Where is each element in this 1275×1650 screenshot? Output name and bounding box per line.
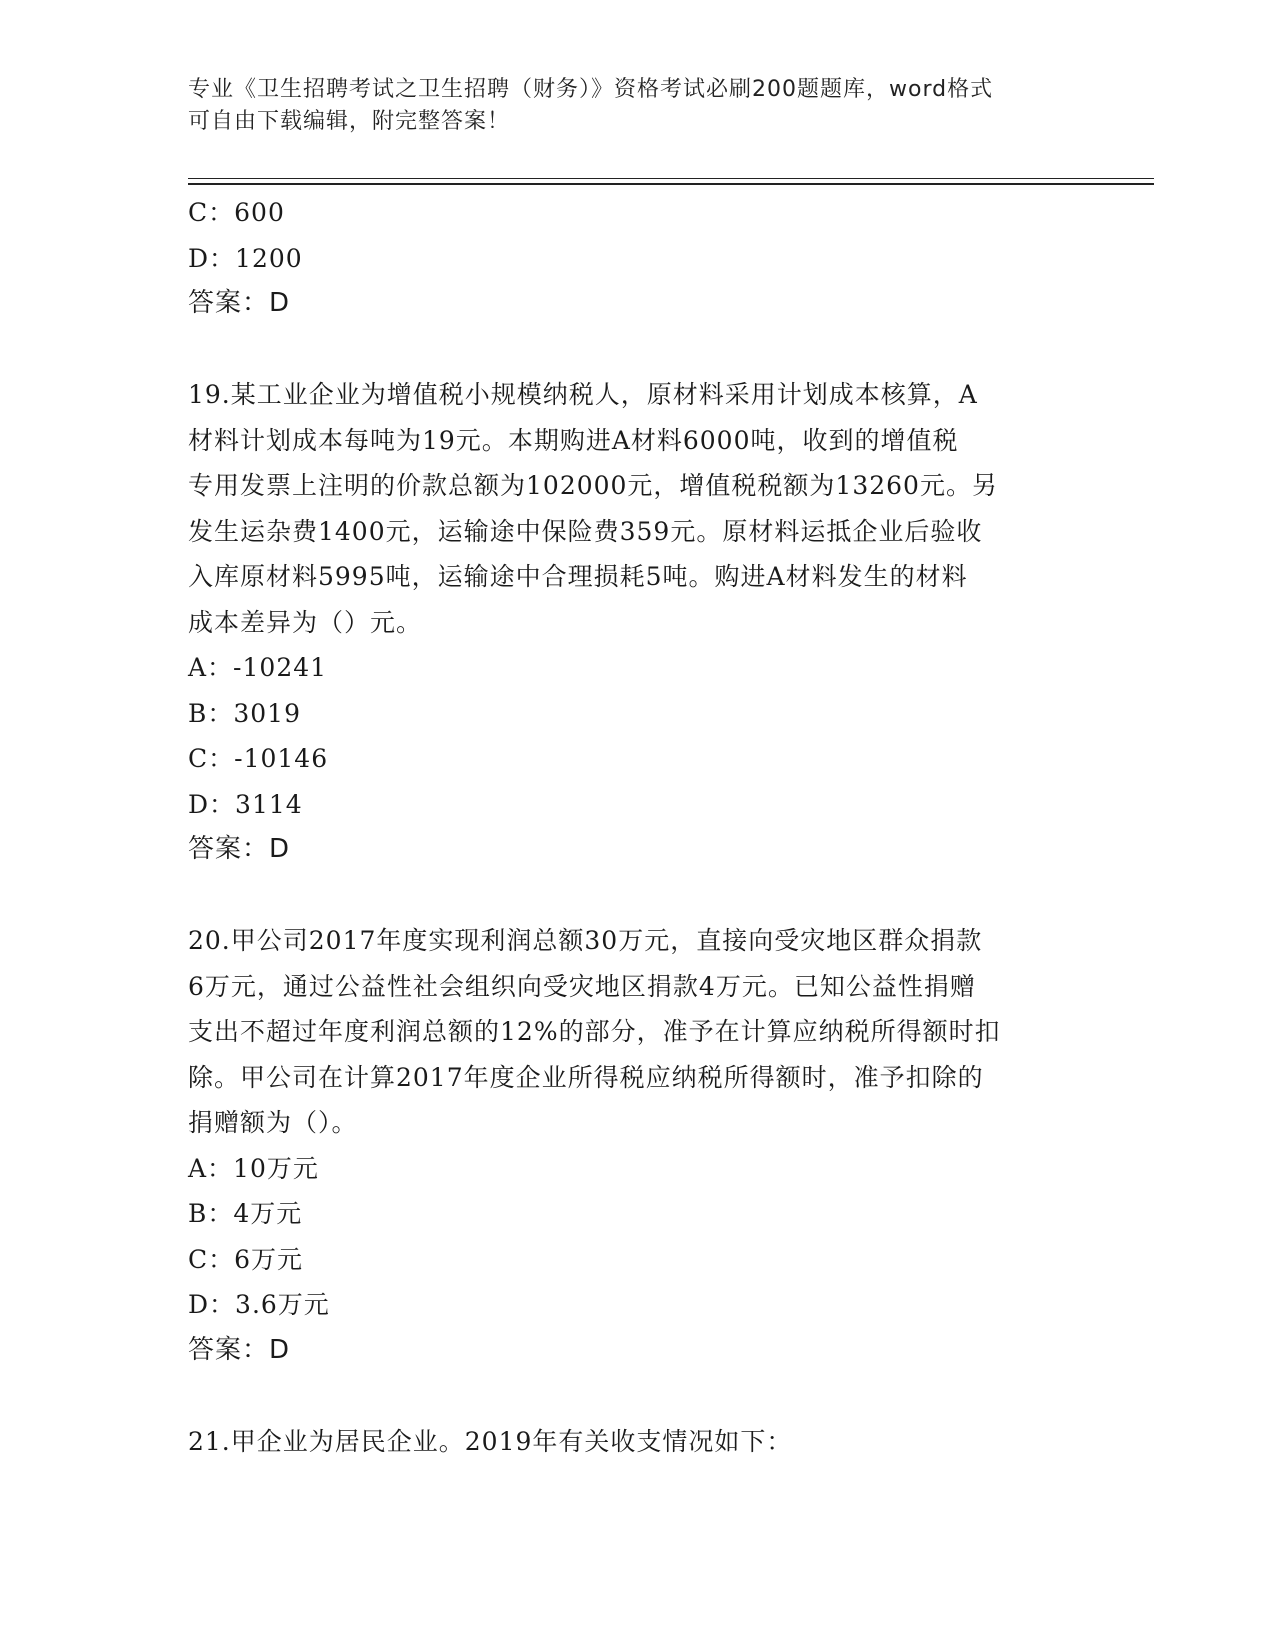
option-b: B：3019 xyxy=(188,698,301,728)
document-header xyxy=(188,74,1068,138)
question-stem-line: 发生运杂费1400元，运输途中保险费359元。原材料运抵企业后验收 xyxy=(188,516,983,546)
question-stem-line: 成本差异为（）元。 xyxy=(188,607,423,637)
question-stem-line: 材料计划成本每吨为19元。本期购进A材料6000吨，收到的增值税 xyxy=(188,425,959,455)
header-divider xyxy=(188,178,1154,185)
question-stem-line: 6万元，通过公益性社会组织向受灾地区捐款4万元。已知公益性捐赠 xyxy=(188,971,976,1001)
option-c: C：600 xyxy=(188,198,285,227)
option-d: D：3114 xyxy=(188,789,303,819)
option-a: A：10万元 xyxy=(188,1153,319,1183)
question-stem-line: 19.某工业企业为增值税小规模纳税人，原材料采用计划成本核算，A xyxy=(188,380,978,409)
answer-line: 答案：D xyxy=(188,834,291,864)
question-stem-line: 除。甲公司在计算2017年度企业所得税应纳税所得额时，准予扣除的 xyxy=(188,1062,984,1092)
question-stem-line: 20.甲公司2017年度实现利润总额30万元，直接向受灾地区群众捐款 xyxy=(188,926,983,955)
spacer xyxy=(188,873,1078,919)
answer-line: 答案：D xyxy=(188,1334,291,1365)
document-body xyxy=(188,190,1078,1464)
spacer xyxy=(188,327,1078,373)
prev-question xyxy=(188,190,1078,327)
question-21 xyxy=(188,1419,1078,1465)
question-stem-line: 捐赠额为（）。 xyxy=(188,1108,358,1137)
question-20 xyxy=(188,918,1078,1373)
question-stem-line: 专用发票上注明的价款总额为102000元，增值税税额为13260元。另 xyxy=(188,471,998,500)
spacer xyxy=(188,1373,1078,1419)
option-d: D：1200 xyxy=(188,243,303,273)
header-title-line-1: 专业《卫生招聘考试之卫生招聘（财务）》资格考试必刷200题题库，word格式 xyxy=(188,77,994,102)
question-stem-line: 21.甲企业为居民企业。2019年有关收支情况如下： xyxy=(188,1426,793,1456)
answer-line: 答案：D xyxy=(188,288,291,318)
question-stem-line: 入库原材料5995吨，运输途中合理损耗5吨。购进A材料发生的材料 xyxy=(188,562,968,591)
option-a: A：-10241 xyxy=(188,653,328,682)
option-b: B：4万元 xyxy=(188,1199,303,1228)
option-c: C：6万元 xyxy=(188,1244,304,1274)
question-19 xyxy=(188,372,1078,873)
question-stem-line: 支出不超过年度利润总额的12%的部分，准予在计算应纳税所得额时扣 xyxy=(188,1017,1001,1046)
header-title-line-2: 可自由下载编辑，附完整答案！ xyxy=(188,109,511,134)
option-c: C：-10146 xyxy=(188,744,329,773)
option-d: D：3.6万元 xyxy=(188,1290,330,1319)
